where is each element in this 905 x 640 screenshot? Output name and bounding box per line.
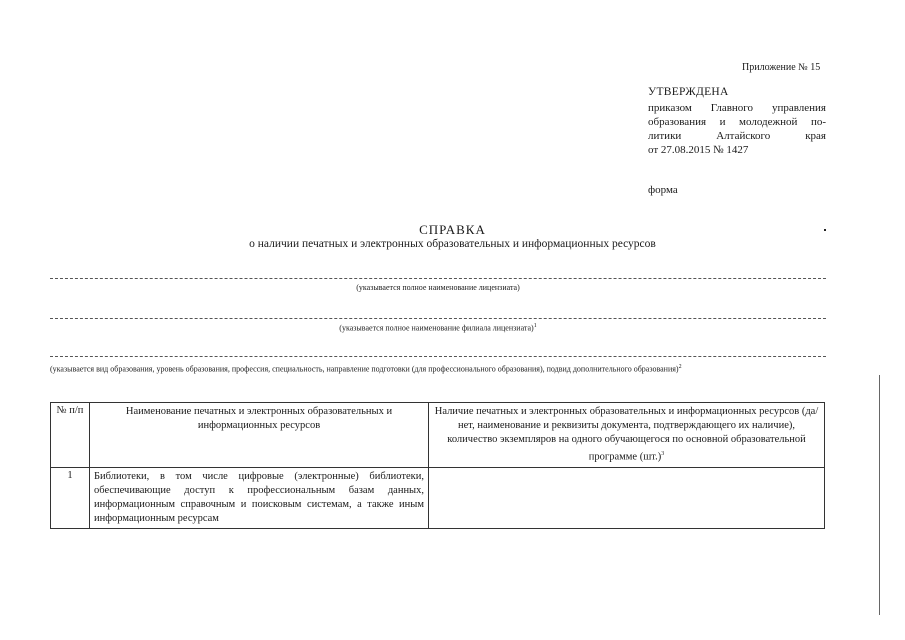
appendix-number: Приложение № 15 xyxy=(742,62,821,73)
branch-caption-wrap xyxy=(50,323,826,333)
header-availability-text: Наличие печатных и электронных образовательных и информационных ресурсов (да/нет, наименование и реквизиты документа, подтверждающего их наличие), количество экземпляров на одного обучающегося по основной образовательной программе (шт.) xyxy=(434,406,819,463)
footnote-marker: 2 xyxy=(678,364,682,370)
approval-line: образования и молодежной по- xyxy=(648,116,826,128)
row-availability xyxy=(429,467,825,528)
form-label: форма xyxy=(648,184,678,196)
scan-edge-line xyxy=(879,375,880,615)
education-caption-wrap xyxy=(50,362,826,375)
footnote-marker: 3 xyxy=(661,451,665,457)
licensee-caption: (указывается полное наименование лицензиата) xyxy=(356,283,520,292)
licensee-name-line xyxy=(50,278,826,279)
education-caption: (указывается вид образования, уровень образования, профессия, специальность, направление подготовки (для профессионального образования), подвид дополнительного образования) xyxy=(50,364,679,374)
branch-caption: (указывается полное наименование филиала лицензиата) xyxy=(339,323,534,333)
document-title: СПРАВКА xyxy=(419,222,486,237)
branch-name-line xyxy=(50,318,826,319)
education-line xyxy=(50,356,826,357)
table-row xyxy=(51,467,825,528)
footnote-marker: 1 xyxy=(533,323,537,329)
approval-line: от 27.08.2015 № 1427 xyxy=(648,144,749,156)
approval-line: приказом Главного управления xyxy=(648,102,826,114)
resources-table xyxy=(50,402,825,529)
approval-block xyxy=(648,101,826,157)
table-header-row xyxy=(51,403,825,468)
header-resource-name: Наименование печатных и электронных образовательных и информационных ресурсов xyxy=(90,403,429,468)
scan-speck xyxy=(824,229,826,231)
header-num: № п/п xyxy=(51,403,90,468)
header-availability xyxy=(429,403,825,468)
approved-label: УТВЕРЖДЕНА xyxy=(648,86,729,98)
document-subtitle: о наличии печатных и электронных образовательных и информационных ресурсов xyxy=(249,238,656,250)
approval-line: литики Алтайского края xyxy=(648,130,826,142)
row-resource-name: Библиотеки, в том числе цифровые (электронные) библиотеки, обеспечивающие доступ к профессиональным базам данных, информационным справочным и поисковым системам, а также иным информационным ресурсам xyxy=(90,467,429,528)
row-num: 1 xyxy=(51,467,90,528)
